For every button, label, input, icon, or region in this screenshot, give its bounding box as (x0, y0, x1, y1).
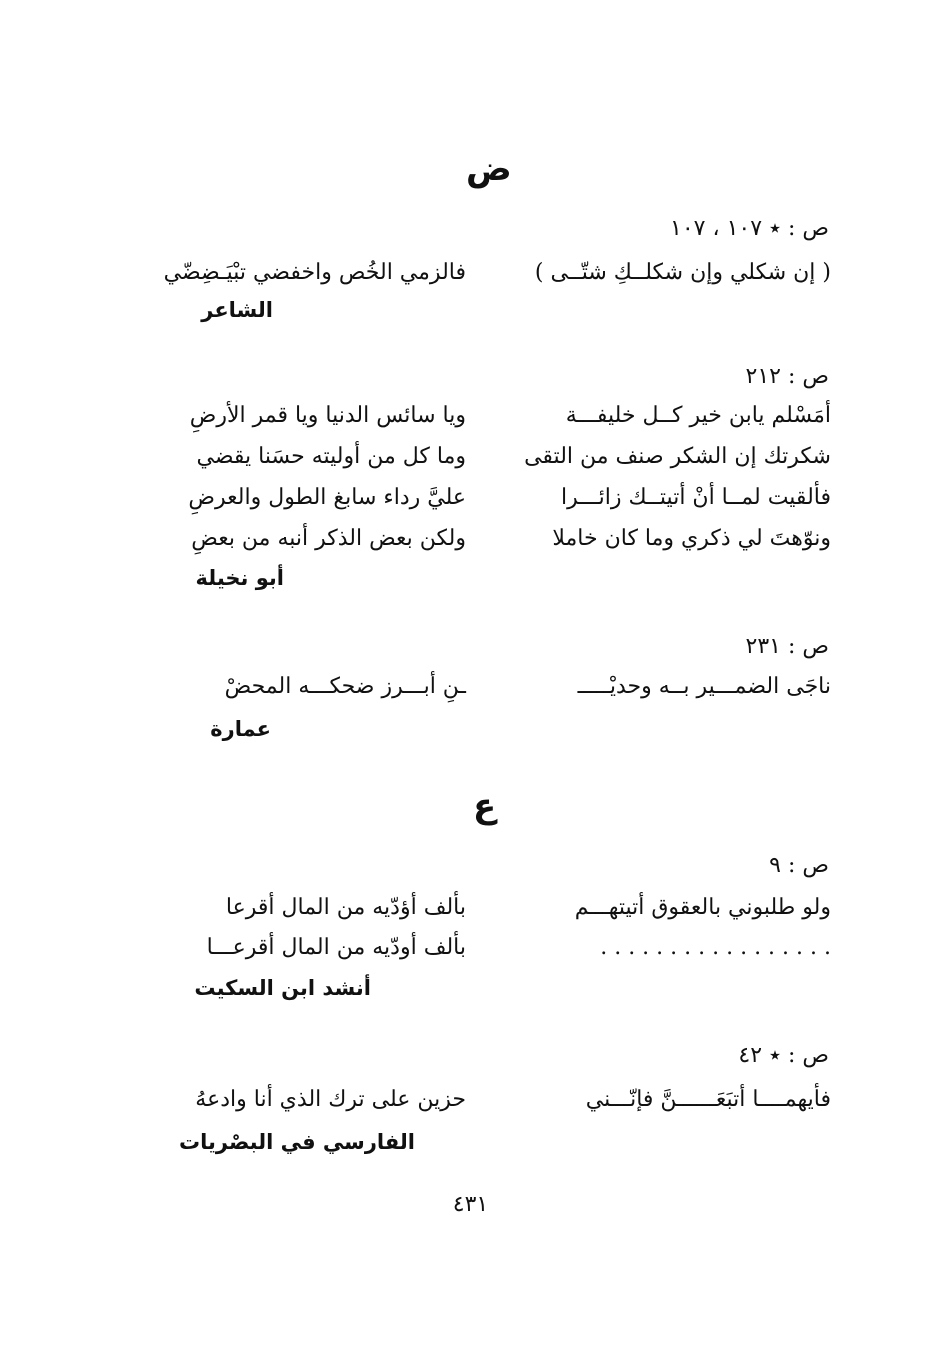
section-letter-dad: ض (466, 149, 512, 189)
section-letter-ain: ع (473, 786, 497, 826)
page-reference: ص : ٢١٢ (745, 364, 829, 389)
verse-second-hemistich: فالزمي الخُص واخفضي تبْيَـضِضّي (163, 260, 466, 285)
verse-first-hemistich: ونوّهتَ لي ذكري وما كان خاملا (552, 526, 831, 551)
verse-second-hemistich: ولكن بعض الذكر أنبه من بعضِ (191, 526, 466, 551)
verse-first-hemistich: ( إن شكلي وإن شكلــكِ شتّــى ) (534, 260, 831, 285)
verse-first-hemistich: فأيهمــــا أتبَعَــــــنَّ فإنّـــني (585, 1087, 831, 1112)
verse-first-hemistich: ولو طلبوني بالعقوق أتيتهـــم (574, 895, 831, 920)
page-reference: ص : ٭ ١٠٧ ، ١٠٧ (670, 216, 829, 241)
poet-attribution: الشاعر (201, 298, 273, 322)
verse-second-hemistich: بألف أؤدّيه من المال أقرعا (225, 895, 466, 920)
page-reference: ص : ٩ (769, 853, 829, 878)
page-reference: ص : ٢٣١ (745, 634, 829, 659)
verse-second-hemistich: بألف أودّيه من المال أقرعـــا (206, 935, 466, 960)
verse-first-hemistich: شكرتك إن الشكر صنف من التقى (524, 444, 831, 469)
poet-attribution: الفارسي في البصْريات (179, 1130, 415, 1154)
poet-attribution: أنشد ابن السكيت (194, 976, 371, 1000)
verse-first-hemistich: . . . . . . . . . . . . . . . . . (600, 935, 831, 960)
poet-attribution: عمارة (210, 717, 271, 741)
page-number: ٤٣١ (452, 1192, 489, 1217)
verse-first-hemistich: ناجَى الضمـــير بــه وحديْـــــ (577, 674, 831, 699)
verse-second-hemistich: عليَّ رداء سابغ الطول والعرضِ (188, 485, 466, 510)
verse-first-hemistich: فألقيت لمــا أنْ أتيتــك زائـــرا (561, 485, 831, 510)
page-reference: ص : ٭ ٤٢ (738, 1043, 829, 1068)
verse-second-hemistich: ويا سائس الدنيا ويا قمر الأرضِ (189, 403, 466, 428)
verse-second-hemistich: ـنِ أبـــرز ضحكـــه المحضْ (224, 674, 466, 699)
verse-second-hemistich: وما كل من أوليته حسَنا يقضي (196, 444, 466, 469)
poet-attribution: أبو نخيلة (195, 566, 284, 590)
verse-first-hemistich: أمَسْلم يابن خير كــل خليفـــة (565, 403, 831, 428)
verse-second-hemistich: حزين على ترك الذي أنا وادعهُ (195, 1087, 466, 1112)
